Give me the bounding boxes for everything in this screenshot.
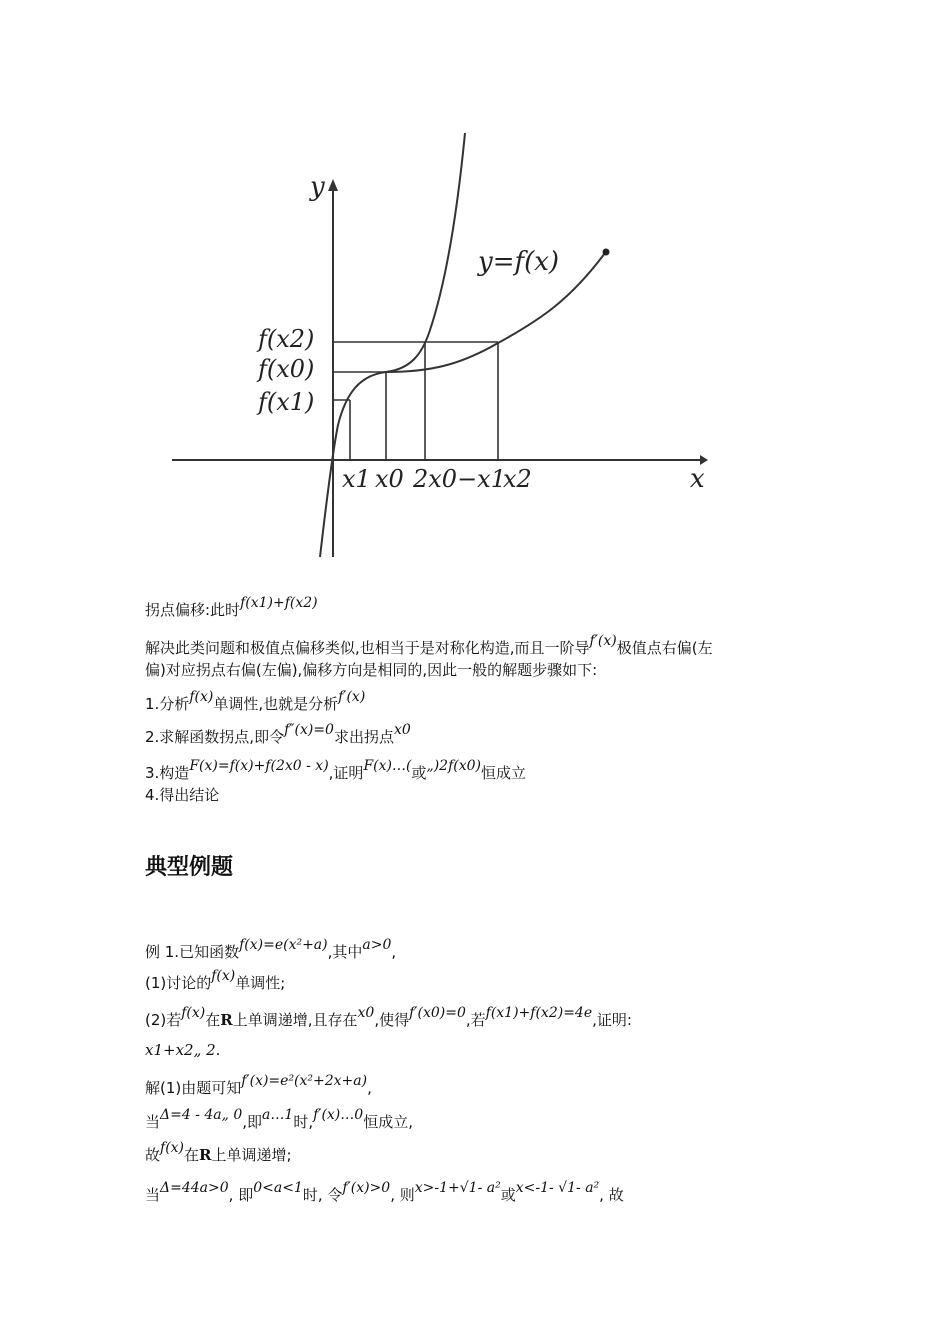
x-label-2x0-x1: 2x0−x1 xyxy=(413,465,506,493)
solution-line-4: 当Δ=44a>0, 即0<a<1时, 令f′(x)>0, 则x>-1+√1- a²或x<-1- √1- a², 故 xyxy=(145,1180,624,1204)
step-3: 3.构造F(x)=f(x)+f(2x0 - x),证明F(x)…(或„)2f(x0)恒成立 xyxy=(145,758,526,782)
y-label-fx2: f(x2) xyxy=(258,325,315,353)
line-explanation-1: 解决此类问题和极值点偏移类似,也相当于是对称化构造,而且一阶导f′(x)极值点右偏(左 xyxy=(145,633,713,657)
step-1: 1.分析f(x)单调性,也就是分析f′(x) xyxy=(145,689,366,713)
step-4: 4.得出结论 xyxy=(145,786,220,804)
x-label-x2: x2 xyxy=(503,465,532,493)
curve-endpoint xyxy=(603,249,610,256)
curve-label: y=f(x) xyxy=(478,247,560,277)
example-1-statement: 例 1.已知函数f(x)=e(x²+a),其中a>0, xyxy=(145,937,397,961)
step-2: 2.求解函数拐点,即令f″(x)=0求出拐点x0 xyxy=(145,722,411,746)
y-label-fx0: f(x0) xyxy=(258,355,315,383)
x-label-x0: x0 xyxy=(375,465,404,493)
inflection-point-figure xyxy=(160,125,720,565)
line-inflection-shift: 拐点偏移:此时f(x1)+f(x2) xyxy=(145,595,318,619)
example-1-part-1: (1)讨论的f(x)单调性; xyxy=(145,968,286,992)
solution-line-2: 当Δ=4 - 4a„ 0,即a…1时,f′(x)…0恒成立, xyxy=(145,1107,413,1131)
y-axis-label: y xyxy=(310,172,325,202)
y-label-fx1: f(x1) xyxy=(258,388,315,416)
y-axis-arrow xyxy=(328,179,338,191)
steep-curve xyxy=(320,133,465,557)
example-1-part-2-conclusion: x1+x2„ 2. xyxy=(145,1041,221,1059)
x-label-x1: x1 xyxy=(342,465,371,493)
solution-line-3: 故f(x)在R上单调递增; xyxy=(145,1140,292,1164)
example-1-part-2: (2)若f(x)在R上单调递增,且存在x0,使得f′(x0)=0,若f(x1)+f(x2)=4e,证明: xyxy=(145,1005,632,1029)
solution-line-1: 解(1)由题可知f′(x)=e²(x²+2x+a), xyxy=(145,1073,372,1097)
line-explanation-2: 偏)对应拐点右偏(左偏),偏移方向是相同的,因此一般的解题步骤如下: xyxy=(145,661,598,679)
section-heading: 典型例题 xyxy=(145,855,234,880)
x-axis-label: x xyxy=(690,464,705,494)
